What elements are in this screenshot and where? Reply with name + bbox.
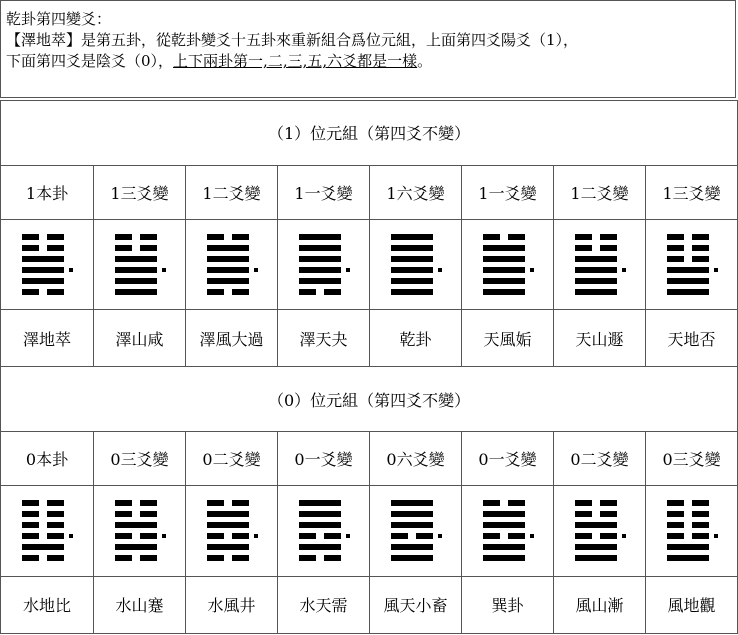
- yin-line: [22, 289, 64, 295]
- hexagram-cell: [462, 486, 554, 576]
- change-label-cell: 0三爻變: [646, 432, 738, 486]
- yang-line: [483, 245, 525, 251]
- yang-line: [667, 267, 709, 273]
- intro-line-1: 乾卦第四變爻：: [6, 10, 112, 28]
- hexagram-name-cell: 風山漸: [554, 576, 646, 633]
- yang-line: [391, 522, 433, 528]
- intro-line-3-end: 。: [417, 52, 433, 70]
- fourth-line-marker: [162, 268, 166, 272]
- yang-line: [391, 500, 433, 506]
- yang-line: [299, 511, 341, 517]
- hexagram-icon: [115, 232, 165, 298]
- yang-line: [115, 544, 157, 550]
- hexagram-cell: [1, 219, 94, 309]
- yin-line: [575, 245, 617, 251]
- hexagram-icon: [667, 498, 717, 564]
- hexagram-cell: [646, 219, 738, 309]
- yang-line: [207, 511, 249, 517]
- yang-line: [575, 267, 617, 273]
- yang-line: [115, 522, 157, 528]
- hexagram-name-cell: 澤山咸: [94, 310, 186, 367]
- yin-line: [22, 533, 64, 539]
- fourth-line-marker: [254, 534, 258, 538]
- yin-line: [22, 500, 64, 506]
- yang-line: [667, 555, 709, 561]
- yin-line: [483, 533, 525, 539]
- yin-line: [299, 555, 341, 561]
- yang-line: [391, 234, 433, 240]
- hexagram-name-cell: 水地比: [1, 576, 94, 633]
- yang-line: [299, 278, 341, 284]
- fourth-line-marker: [346, 268, 350, 272]
- yang-line: [22, 267, 64, 273]
- yang-line: [207, 544, 249, 550]
- change-label-cell: 1本卦: [1, 165, 94, 219]
- hexagram-name-cell: 天地否: [646, 310, 738, 367]
- yang-line: [575, 289, 617, 295]
- yang-line: [391, 544, 433, 550]
- yin-line: [22, 555, 64, 561]
- yin-line: [667, 245, 709, 251]
- yin-line: [115, 511, 157, 517]
- intro-line-3-underlined: 上下兩卦第一,二,三,五,六爻都是一樣: [173, 52, 418, 70]
- intro-line-3: [6, 51, 735, 72]
- yin-line: [391, 533, 433, 539]
- change-label-cell: 1一爻變: [462, 165, 554, 219]
- yang-line: [483, 289, 525, 295]
- fourth-line-marker: [346, 534, 350, 538]
- yin-line: [483, 500, 525, 506]
- hexagram-icon: [575, 232, 625, 298]
- yang-line: [391, 256, 433, 262]
- yang-line: [575, 522, 617, 528]
- yin-line: [22, 245, 64, 251]
- yang-line: [483, 278, 525, 284]
- hexagram-name-cell: 天風姤: [462, 310, 554, 367]
- yang-line: [667, 289, 709, 295]
- hexagram-cell: [186, 486, 278, 576]
- hexagram-cell: [554, 486, 646, 576]
- yin-line: [667, 511, 709, 517]
- hexagram-name-cell: 水山蹇: [94, 576, 186, 633]
- yang-line: [391, 245, 433, 251]
- yin-line: [207, 555, 249, 561]
- hexagram-name-cell: 水風井: [186, 576, 278, 633]
- yin-line: [299, 533, 341, 539]
- hexagram-name-cell: 乾卦: [370, 310, 462, 367]
- intro-line-3-plain: 下面第四爻是陰爻（0），: [6, 52, 174, 70]
- yin-line: [207, 289, 249, 295]
- change-label-cell: 1二爻變: [554, 165, 646, 219]
- yang-line: [22, 544, 64, 550]
- yang-line: [299, 544, 341, 550]
- change-label-cell: 0一爻變: [462, 432, 554, 486]
- yang-line: [667, 544, 709, 550]
- yang-line: [299, 500, 341, 506]
- yin-line: [207, 500, 249, 506]
- yang-line: [391, 267, 433, 273]
- yin-line: [667, 533, 709, 539]
- change-label-cell: 1三爻變: [646, 165, 738, 219]
- yin-line: [575, 533, 617, 539]
- hexagram-cell: [94, 219, 186, 309]
- change-label-cell: 0二爻變: [186, 432, 278, 486]
- yin-line: [575, 511, 617, 517]
- hexagram-table: [0, 100, 738, 634]
- hexagram-name-cell: 風地觀: [646, 576, 738, 633]
- yin-line: [667, 522, 709, 528]
- hexagram-cell: [278, 486, 370, 576]
- change-label-cell: 0二爻變: [554, 432, 646, 486]
- hexagram-cell: [462, 219, 554, 309]
- hexagram-icon: [22, 232, 72, 298]
- yin-line: [115, 234, 157, 240]
- change-label-cell: 0本卦: [1, 432, 94, 486]
- yang-line: [483, 267, 525, 273]
- yang-line: [115, 289, 157, 295]
- fourth-line-marker: [714, 268, 718, 272]
- yang-line: [575, 256, 617, 262]
- fourth-line-marker: [69, 534, 73, 538]
- hexagram-name-cell: 風天小畜: [370, 576, 462, 633]
- hexagram-name-cell: 天山遯: [554, 310, 646, 367]
- yang-line: [391, 511, 433, 517]
- yang-line: [483, 511, 525, 517]
- hexagram-icon: [483, 232, 533, 298]
- hexagram-cell: [278, 219, 370, 309]
- fourth-line-marker: [254, 268, 258, 272]
- hexagram-name-cell: 巽卦: [462, 576, 554, 633]
- hexagram-name-cell: 澤天夬: [278, 310, 370, 367]
- yang-line: [207, 256, 249, 262]
- fourth-line-marker: [162, 534, 166, 538]
- hexagram-icon: [22, 498, 72, 564]
- yang-line: [299, 522, 341, 528]
- fourth-line-marker: [530, 534, 534, 538]
- yang-line: [299, 245, 341, 251]
- yin-line: [483, 234, 525, 240]
- hexagram-cell: [370, 486, 462, 576]
- hexagram-icon: [299, 498, 349, 564]
- yang-line: [299, 256, 341, 262]
- yang-line: [299, 267, 341, 273]
- change-label-cell: 1三爻變: [94, 165, 186, 219]
- yang-line: [22, 278, 64, 284]
- yang-line: [207, 522, 249, 528]
- change-label-cell: 0六爻變: [370, 432, 462, 486]
- hexagram-cell: [370, 219, 462, 309]
- yin-line: [22, 522, 64, 528]
- yang-line: [115, 267, 157, 273]
- yin-line: [22, 511, 64, 517]
- intro-line-2: 【澤地萃】是第五卦，從乾卦變爻十五卦來重新組合爲位元組，上面第四爻陽爻（1），: [6, 31, 579, 49]
- change-label-cell: 1二爻變: [186, 165, 278, 219]
- yang-line: [575, 555, 617, 561]
- yin-line: [667, 500, 709, 506]
- hexagram-cell: [1, 486, 94, 576]
- yang-line: [115, 278, 157, 284]
- yang-line: [483, 555, 525, 561]
- yin-line: [299, 289, 341, 295]
- yin-line: [667, 234, 709, 240]
- hexagram-name-cell: 澤地萃: [1, 310, 94, 367]
- yang-line: [207, 245, 249, 251]
- yin-line: [667, 256, 709, 262]
- fourth-line-marker: [438, 268, 442, 272]
- yang-line: [22, 256, 64, 262]
- group-1-title: （1）位元組（第四爻不變）: [1, 101, 738, 166]
- fourth-line-marker: [622, 268, 626, 272]
- fourth-line-marker: [714, 534, 718, 538]
- hexagram-icon: [575, 498, 625, 564]
- yang-line: [299, 234, 341, 240]
- hexagram-cell: [94, 486, 186, 576]
- yin-line: [22, 234, 64, 240]
- change-label-cell: 1六爻變: [370, 165, 462, 219]
- hexagram-icon: [391, 498, 441, 564]
- fourth-line-marker: [438, 534, 442, 538]
- fourth-line-marker: [530, 268, 534, 272]
- change-label-cell: 0一爻變: [278, 432, 370, 486]
- hexagram-icon: [391, 232, 441, 298]
- hexagram-name-cell: 澤風大過: [186, 310, 278, 367]
- hexagram-icon: [207, 498, 257, 564]
- yin-line: [207, 234, 249, 240]
- yin-line: [115, 533, 157, 539]
- fourth-line-marker: [69, 268, 73, 272]
- yang-line: [575, 278, 617, 284]
- yin-line: [115, 245, 157, 251]
- yang-line: [207, 267, 249, 273]
- yang-line: [483, 544, 525, 550]
- yang-line: [391, 278, 433, 284]
- yin-line: [207, 533, 249, 539]
- yang-line: [115, 256, 157, 262]
- fourth-line-marker: [622, 534, 626, 538]
- hexagram-cell: [554, 219, 646, 309]
- hexagram-cell: [646, 486, 738, 576]
- hexagram-cell: [186, 219, 278, 309]
- yang-line: [207, 278, 249, 284]
- yang-line: [391, 555, 433, 561]
- hexagram-icon: [115, 498, 165, 564]
- yang-line: [483, 256, 525, 262]
- hexagram-name-cell: 水天需: [278, 576, 370, 633]
- yin-line: [575, 234, 617, 240]
- yang-line: [483, 522, 525, 528]
- yang-line: [575, 544, 617, 550]
- yang-line: [667, 278, 709, 284]
- change-label-cell: 0三爻變: [94, 432, 186, 486]
- hexagram-icon: [299, 232, 349, 298]
- group-0-title: （0）位元組（第四爻不變）: [1, 367, 738, 432]
- intro-text-box: [0, 0, 736, 98]
- change-label-cell: 1一爻變: [278, 165, 370, 219]
- hexagram-icon: [207, 232, 257, 298]
- yang-line: [391, 289, 433, 295]
- hexagram-icon: [483, 498, 533, 564]
- hexagram-icon: [667, 232, 717, 298]
- yin-line: [575, 500, 617, 506]
- yin-line: [115, 555, 157, 561]
- yin-line: [115, 500, 157, 506]
